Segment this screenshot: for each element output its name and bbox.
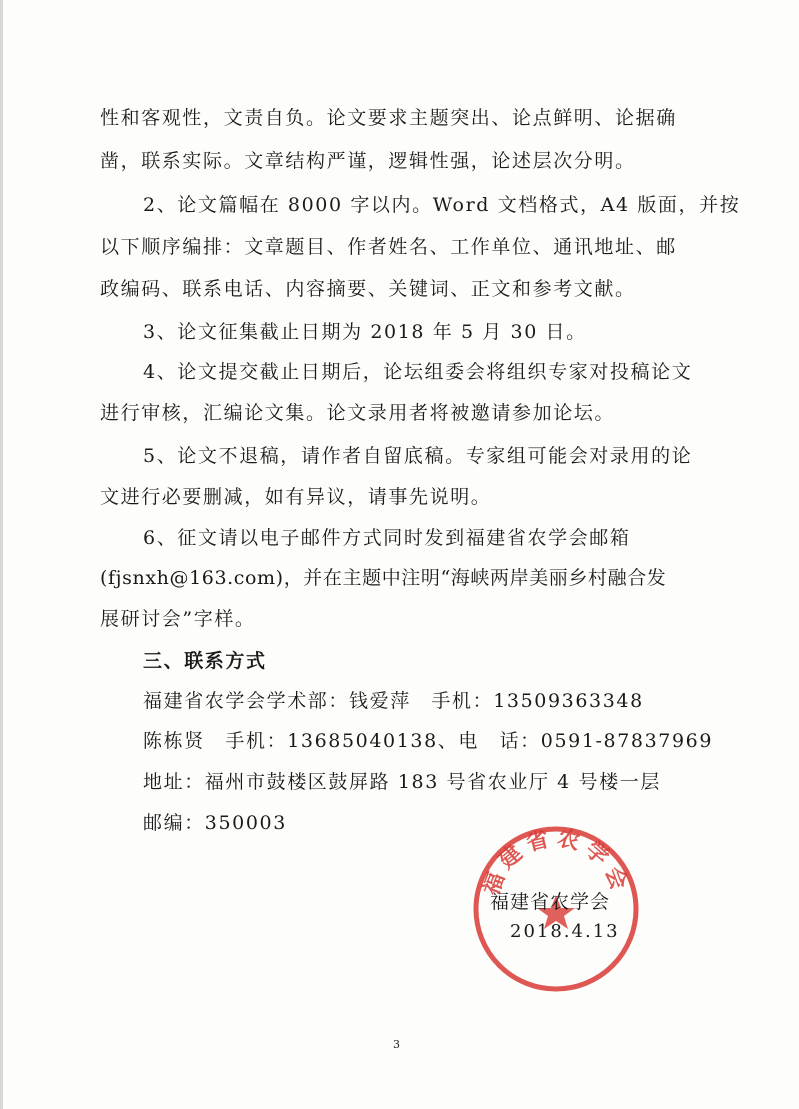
body-line-3: 2、论文篇幅在 8000 字以内。Word 文档格式，A4 版面，并按 bbox=[143, 194, 741, 216]
body-line-13: 展研讨会”字样。 bbox=[100, 608, 256, 630]
body-line-12: (fjsnxh@163.com)，并在主题中注明“海峡两岸美丽乡村融合发 bbox=[100, 567, 667, 589]
signature-organization: 福建省农学会 bbox=[490, 891, 611, 913]
body-line-11: 6、征文请以电子邮件方式同时发到福建省农学会邮箱 bbox=[143, 527, 631, 549]
contact-heading: 三、联系方式 bbox=[143, 650, 267, 672]
scan-edge bbox=[0, 0, 3, 1109]
body-line-4: 以下顺序编排：文章题目、作者姓名、工作单位、通讯地址、邮 bbox=[100, 236, 677, 258]
signature-date: 2018.4.13 bbox=[510, 921, 620, 942]
body-line-2: 凿，联系实际。文章结构严谨，逻辑性强，论述层次分明。 bbox=[100, 150, 636, 172]
svg-text:福建省农学会: 福建省农学会 bbox=[478, 825, 634, 899]
body-line-8: 进行审核，汇编论文集。论文录用者将被邀请参加论坛。 bbox=[100, 402, 616, 424]
body-line-9: 5、论文不退稿，请作者自留底稿。专家组可能会对录用的论 bbox=[143, 445, 693, 467]
contact-line-3: 地址：福州市鼓楼区鼓屏路 183 号省农业厅 4 号楼一层 bbox=[143, 771, 661, 793]
contact-line-1: 福建省农学会学术部：钱爱萍 手机：13509363348 bbox=[143, 690, 644, 712]
body-line-5: 政编码、联系电话、内容摘要、关键词、正文和参考文献。 bbox=[100, 278, 636, 300]
body-line-1: 性和客观性，文责自负。论文要求主题突出、论点鲜明、论据确 bbox=[100, 107, 677, 129]
contact-line-2: 陈栋贤 手机：13685040138、电 话：0591-87837969 bbox=[143, 730, 714, 752]
body-line-7: 4、论文提交截止日期后，论坛组委会将组织专家对投稿论文 bbox=[143, 361, 693, 383]
contact-line-4: 邮编：350003 bbox=[143, 812, 287, 834]
page-number: 3 bbox=[393, 1038, 400, 1051]
body-line-10: 文进行必要删减，如有异议，请事先说明。 bbox=[100, 486, 492, 508]
body-line-6: 3、论文征集截止日期为 2018 年 5 月 30 日。 bbox=[143, 321, 587, 343]
